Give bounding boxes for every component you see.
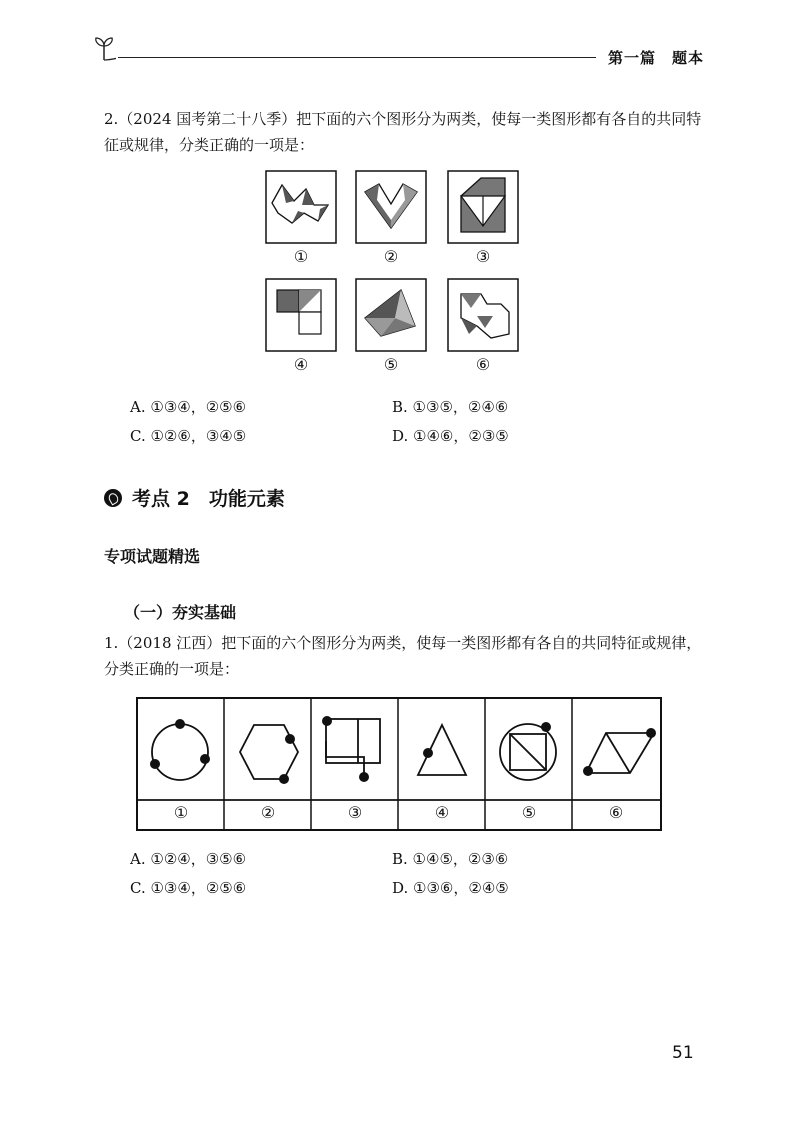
q1-option-c: C. ①③④，②⑤⑥ bbox=[130, 879, 247, 897]
section-title bbox=[104, 484, 285, 511]
q2-figure-2 bbox=[355, 170, 427, 244]
q2-figure-6 bbox=[447, 278, 519, 352]
q2-caption-3: ③ bbox=[475, 247, 491, 266]
q2-figure-5 bbox=[355, 278, 427, 352]
part-title: （一）夯实基础 bbox=[124, 603, 237, 622]
section-title-text: 考点 2 功能元素 bbox=[132, 488, 285, 510]
q2-caption-6: ⑥ bbox=[475, 355, 491, 374]
question-1-text: 1.（2018 江西）把下面的六个图形分为两类，使每一类图形都有各自的共同特征或规律，分类正确的一项是： bbox=[104, 634, 702, 678]
question-2-text: 2.（2024 国考第二十八季）把下面的六个图形分为两类，使每一类图形都有各自的共同特征或规律，分类正确的一项是： bbox=[104, 110, 702, 154]
q2-caption-2: ② bbox=[383, 247, 399, 266]
q1-caption-3: ③ bbox=[347, 803, 363, 822]
q1-caption-6: ⑥ bbox=[608, 803, 624, 822]
q2-caption-4: ④ bbox=[293, 355, 309, 374]
q2-option-c: C. ①②⑥，③④⑤ bbox=[130, 427, 247, 445]
q1-caption-1: ① bbox=[173, 803, 189, 822]
q1-option-a: A. ①②④，③⑤⑥ bbox=[130, 850, 247, 868]
q1-option-d: D. ①③⑥，②④⑤ bbox=[392, 879, 509, 897]
q1-option-b: B. ①④⑤，②③⑥ bbox=[392, 850, 509, 868]
q2-figure-3 bbox=[447, 170, 519, 244]
page-number: 51 bbox=[672, 1043, 694, 1063]
q2-figure-1 bbox=[265, 170, 337, 244]
q2-option-b: B. ①③⑤，②④⑥ bbox=[392, 398, 509, 416]
q1-caption-2: ② bbox=[260, 803, 276, 822]
header-title: 第一篇 题本 bbox=[608, 49, 705, 67]
q2-caption-5: ⑤ bbox=[383, 355, 399, 374]
q2-figure-4 bbox=[265, 278, 337, 352]
q2-option-a: A. ①③④，②⑤⑥ bbox=[130, 398, 247, 416]
pen-badge-icon bbox=[104, 489, 122, 507]
q2-caption-1: ① bbox=[293, 247, 309, 266]
subsection-title: 专项试题精选 bbox=[104, 547, 201, 566]
q1-caption-5: ⑤ bbox=[521, 803, 537, 822]
header-rule bbox=[118, 57, 596, 58]
q2-option-d: D. ①④⑥，②③⑤ bbox=[392, 427, 509, 445]
q1-caption-4: ④ bbox=[434, 803, 450, 822]
sprout-icon bbox=[92, 32, 116, 62]
